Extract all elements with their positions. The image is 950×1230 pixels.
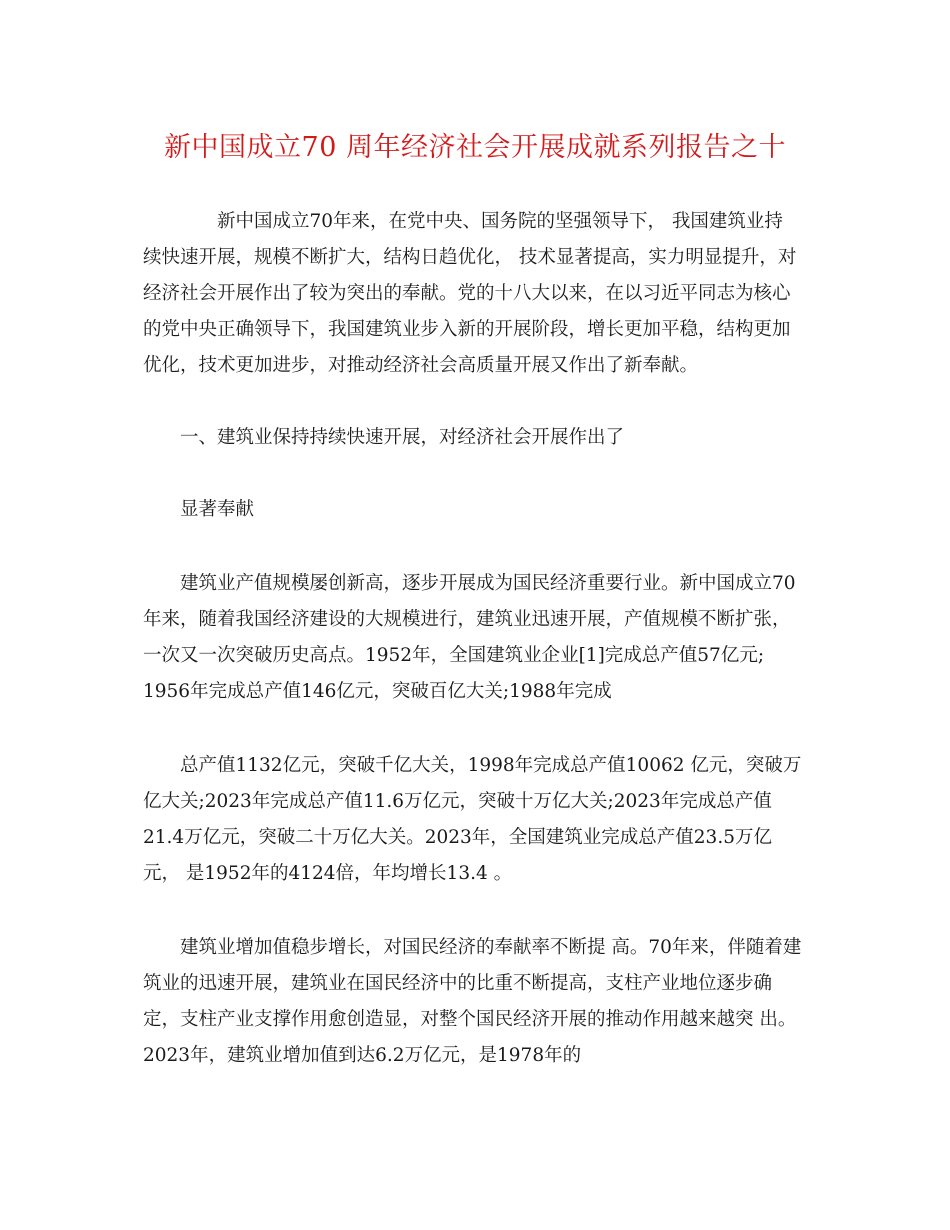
section-heading: 一、建筑业保持持续快速开展，对经济社会开展作出了 (180, 427, 625, 448)
paragraph-2-line-3: 一次又一次突破历史高点。1952年，全国建筑业企业[1]完成总产值57亿元; (143, 645, 765, 666)
paragraph-4-line-4: 2023年，建筑业增加值到达6.2万亿元，是1978年的 (143, 1045, 582, 1066)
paragraph-1-line-2: 续快速开展，规模不断扩大，结构日趋优化， 技术显著提高，实力明显提升，对 (143, 247, 797, 268)
section-heading-continued: 显著奉献 (180, 499, 255, 520)
paragraph-3-line-1: 总产值1132亿元，突破千亿大关，1998年完成总产值10062 亿元，突破万 (180, 755, 802, 776)
paragraph-3-line-4: 元， 是1952年的4124倍，年均增长13.4 。 (143, 863, 513, 884)
paragraph-4-line-3: 定，支柱产业支撑作用愈创造显，对整个国民经济开展的推动作用越来越突 出。 (143, 1009, 797, 1030)
paragraph-2-line-4: 1956年完成总产值146亿元，突破百亿大关;1988年完成 (143, 681, 612, 702)
paragraph-3-line-2: 亿大关;2023年完成总产值11.6万亿元，突破十万亿大关;2023年完成总产值 (143, 791, 772, 812)
paragraph-4-line-2: 筑业的迅速开展，建筑业在国民经济中的比重不断提高，支柱产业地位逐步确 (143, 973, 773, 994)
paragraph-2-line-1: 建筑业产值规模屡创新高，逐步开展成为国民经济重要行业。新中国成立70 (180, 573, 796, 594)
paragraph-1-line-1: 新中国成立70年来，在党中央、国务院的坚强领导下， 我国建筑业持 (217, 211, 783, 232)
paragraph-1-line-5: 优化，技术更加进步，对推动经济社会高质量开展又作出了新奉献。 (143, 355, 699, 376)
paragraph-1-line-3: 经济社会开展作出了较为突出的奉献。党的十八大以来，在以习近平同志为核心 (143, 283, 791, 304)
document-title: 新中国成立70 周年经济社会开展成就系列报告之十 (164, 132, 786, 163)
paragraph-3-line-3: 21.4万亿元，突破二十万亿大关。2023年，全国建筑业完成总产值23.5万亿 (143, 827, 772, 848)
paragraph-4-line-1: 建筑业增加值稳步增长，对国民经济的奉献率不断提 高。70年来，伴随着建 (180, 937, 802, 958)
paragraph-1-line-4: 的党中央正确领导下，我国建筑业步入新的开展阶段，增长更加平稳，结构更加 (143, 319, 791, 340)
paragraph-2-line-2: 年来，随着我国经济建设的大规模进行，建筑业迅速开展，产值规模不断扩张， (143, 609, 791, 630)
